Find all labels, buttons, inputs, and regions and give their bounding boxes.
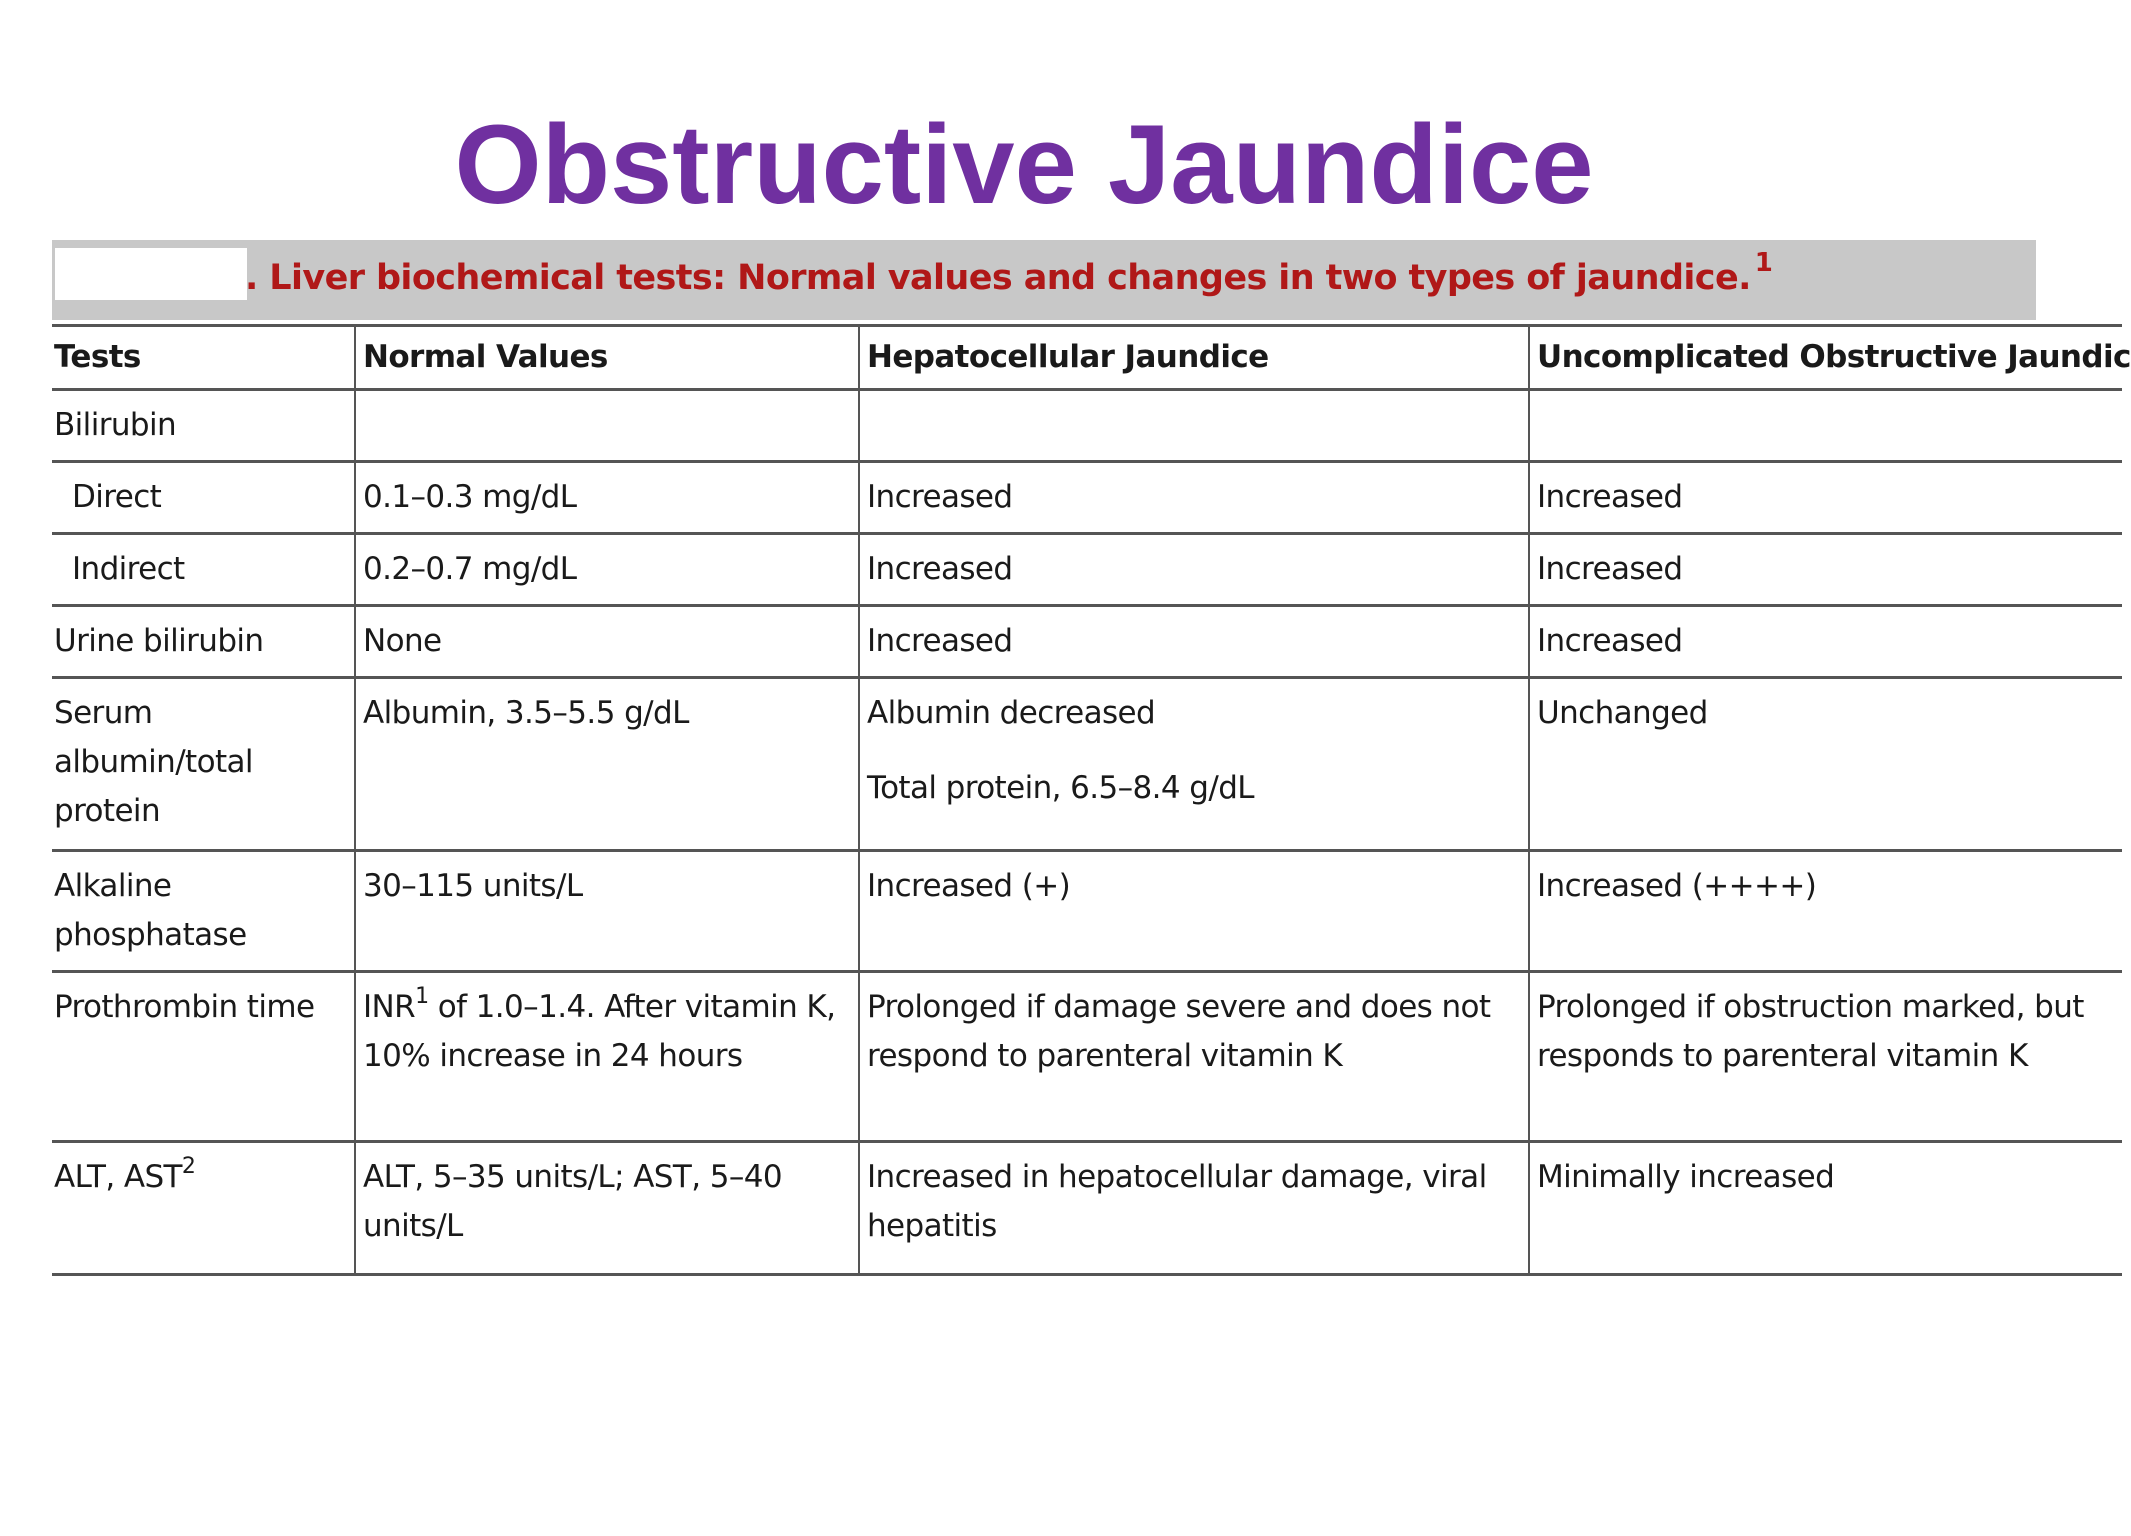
cell-normal: 0.2–0.7 mg/dL (355, 534, 859, 606)
cell-obstructive: Increased (1529, 534, 2122, 606)
table-row-serum-albumin (52, 678, 2122, 851)
cell-text: INR (363, 989, 416, 1025)
cell-test (52, 1142, 355, 1275)
cell-obstructive: Increased (1529, 462, 2122, 534)
footnote-marker: 1 (415, 984, 429, 1009)
cell-normal: 0.1–0.3 mg/dL (355, 462, 859, 534)
table-row-alkaline-phosphatase (52, 851, 2122, 972)
slide-title: Obstructive Jaundice (454, 102, 1594, 227)
cell-hepatocellular: Prolonged if damage severe and does not respond to parenteral vitamin K (859, 972, 1529, 1142)
cell-hepatocellular: Increased (859, 606, 1529, 678)
cell-obstructive: Minimally increased (1529, 1142, 2122, 1275)
cell-normal: ALT, 5–35 units/L; AST, 5–40 units/L (355, 1142, 859, 1275)
cell-hepatocellular: Increased in hepatocellular damage, viral hepatitis (859, 1142, 1529, 1275)
table-caption-bar (52, 240, 2036, 320)
cell-hepatocellular (859, 678, 1529, 851)
cell-normal: None (355, 606, 859, 678)
cell-hepatocellular: Increased (+) (859, 851, 1529, 972)
table-row-urine-bilirubin (52, 606, 2122, 678)
cell-normal (355, 390, 859, 462)
table-caption-text: . Liver biochemical tests: Normal values and changes in two types of jaundice. (245, 258, 1751, 298)
cell-hepatocellular: Increased (859, 462, 1529, 534)
table-row-direct (52, 462, 2122, 534)
table-row-bilirubin (52, 390, 2122, 462)
cell-obstructive (1529, 390, 2122, 462)
caption-redaction-box (55, 248, 247, 300)
cell-test: Bilirubin (52, 390, 355, 462)
cell-obstructive: Increased (++++) (1529, 851, 2122, 972)
cell-test: Indirect (52, 534, 355, 606)
cell-spacer (867, 738, 1520, 764)
footnote-marker: 2 (181, 1154, 196, 1179)
cell-obstructive: Prolonged if obstruction marked, but responds to parenteral vitamin K (1529, 972, 2122, 1142)
cell-obstructive: Increased (1529, 606, 2122, 678)
table-caption-footnote: 1 (1754, 248, 1773, 278)
cell-line: Total protein, 6.5–8.4 g/dL (867, 770, 1254, 806)
header-tests: Tests (52, 326, 355, 390)
cell-normal: 30–115 units/L (355, 851, 859, 972)
table-row-alt-ast (52, 1142, 2122, 1275)
table-header-row (52, 326, 2122, 390)
cell-test: Alkaline phosphatase (52, 851, 355, 972)
cell-hepatocellular (859, 390, 1529, 462)
liver-tests-table (52, 324, 2131, 1276)
liver-tests-table-image (52, 240, 2131, 1244)
cell-test: Prothrombin time (52, 972, 355, 1142)
cell-test: Direct (52, 462, 355, 534)
cell-hepatocellular: Increased (859, 534, 1529, 606)
cell-obstructive: Unchanged (1529, 678, 2122, 851)
cell-text: of 1.0–1.4. After vitamin K, 10% increase in 24 hours (363, 989, 836, 1074)
cell-normal: Albumin, 3.5–5.5 g/dL (355, 678, 859, 851)
cell-normal (355, 972, 859, 1142)
cell-test: Serum albumin/total protein (52, 678, 355, 851)
header-normal-values: Normal Values (355, 326, 859, 390)
header-obstructive-jaundice: Uncomplicated Obstructive Jaundic (1529, 326, 2122, 390)
cell-test: Urine bilirubin (52, 606, 355, 678)
cell-text: ALT, AST (54, 1159, 182, 1195)
header-hepatocellular-jaundice: Hepatocellular Jaundice (859, 326, 1529, 390)
table-row-indirect (52, 534, 2122, 606)
table-row-prothrombin-time (52, 972, 2122, 1142)
cell-line: Albumin decreased (867, 695, 1156, 731)
table-caption (245, 248, 1773, 302)
